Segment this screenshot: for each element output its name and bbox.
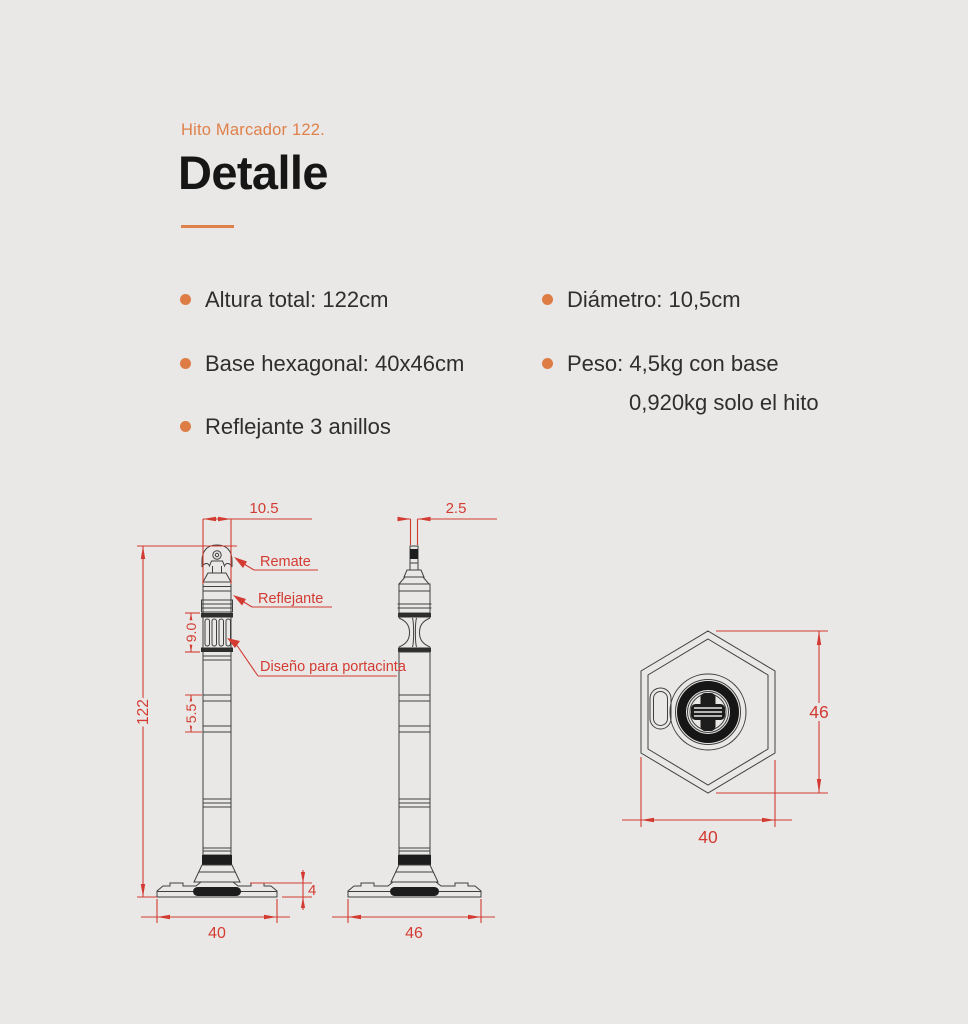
bullet-icon	[180, 358, 191, 369]
spec-item-diametro	[542, 286, 741, 313]
bullet-icon	[180, 294, 191, 305]
dim-tape-section	[183, 613, 200, 652]
svg-text:5.5: 5.5	[183, 703, 199, 724]
svg-text:122: 122	[135, 699, 152, 725]
bullet-icon	[542, 358, 553, 369]
svg-text:9.0: 9.0	[183, 622, 199, 643]
dim-diameter	[203, 500, 312, 584]
svg-text:2.5: 2.5	[445, 500, 467, 517]
callout-labels	[227, 554, 407, 676]
spec-text: Diámetro: 10,5cm	[567, 287, 741, 312]
spec-text: Base hexagonal: 40x46cm	[205, 351, 465, 376]
top-view-drawing	[641, 631, 775, 793]
svg-text:Reflejante: Reflejante	[258, 591, 324, 607]
dim-base-width-front	[141, 899, 290, 942]
side-view-drawing	[348, 546, 481, 897]
dim-band	[183, 695, 202, 732]
dim-base-height	[250, 870, 316, 910]
post-shaft-side	[399, 652, 430, 855]
svg-text:4: 4	[308, 882, 317, 899]
title-underline	[181, 225, 234, 228]
svg-text:Diseño para portacinta: Diseño para portacinta	[260, 659, 406, 675]
spec-item-altura	[180, 286, 388, 313]
cap-shape	[202, 545, 232, 567]
svg-text:46: 46	[405, 925, 423, 942]
spec-item-base	[180, 350, 464, 377]
svg-text:40: 40	[208, 925, 226, 942]
svg-text:10.5: 10.5	[249, 500, 279, 517]
dim-tip-diameter	[398, 500, 498, 545]
svg-text:Remate: Remate	[260, 554, 311, 570]
spec-text-line1: Peso: 4,5kg con base	[567, 351, 779, 376]
bullet-icon	[180, 421, 191, 432]
dim-hex-width	[622, 757, 792, 847]
spec-text: Reflejante 3 anillos	[205, 414, 391, 439]
spec-text	[567, 350, 819, 416]
svg-text:40: 40	[698, 827, 718, 847]
label-tape-holder	[227, 638, 407, 676]
label-cap	[234, 554, 318, 570]
spec-text: Altura total: 122cm	[205, 287, 389, 312]
spec-item-peso	[542, 350, 819, 416]
dim-base-width-side	[332, 899, 495, 942]
technical-drawing	[0, 495, 968, 955]
tape-holder-section	[201, 613, 233, 652]
spec-item-reflejante	[180, 413, 391, 440]
label-reflective	[233, 591, 332, 607]
product-name: Hito Marcador 122.	[181, 121, 325, 139]
spec-text-line2: 0,920kg solo el hito	[629, 390, 819, 415]
svg-text:46: 46	[809, 702, 829, 722]
tape-holder-side	[398, 613, 431, 652]
page-title: Detalle	[178, 146, 328, 199]
dimensions	[135, 500, 829, 942]
bullet-icon	[542, 294, 553, 305]
